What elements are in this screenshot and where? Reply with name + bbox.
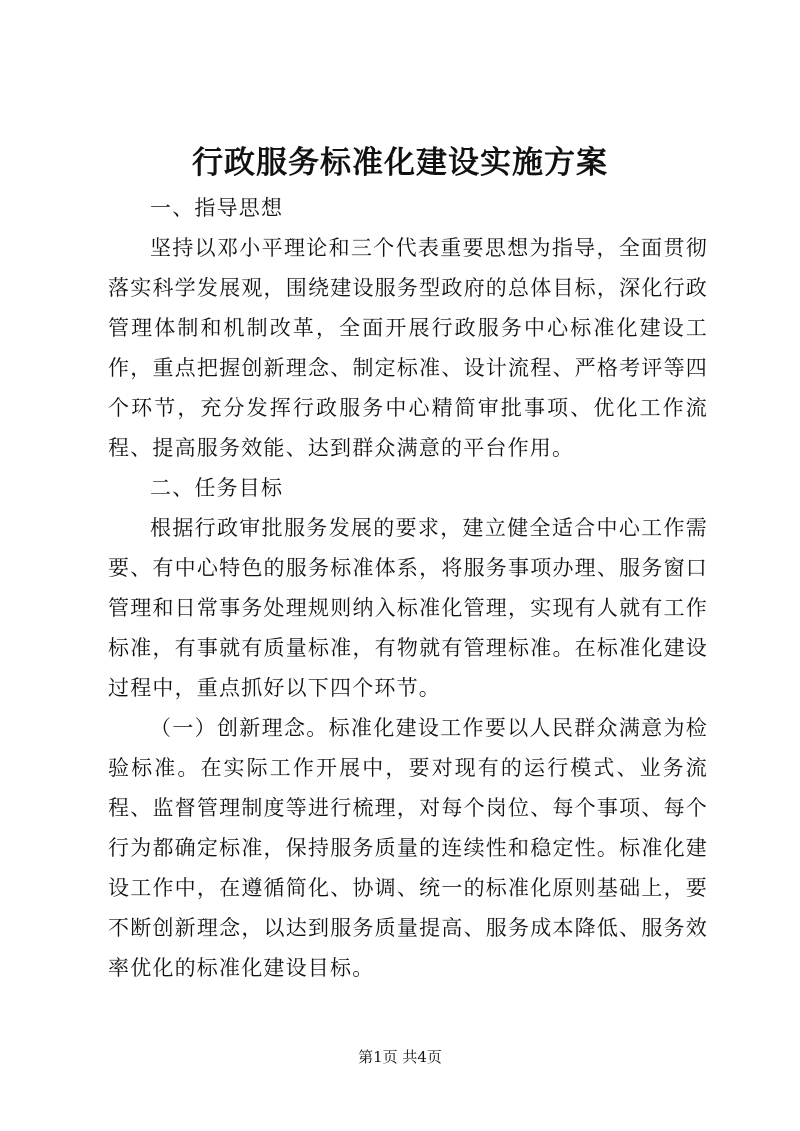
paragraph-innovation-concept: （一）创新理念。标准化建设工作要以人民群众满意为检验标准。在实际工作开展中，要对现有的运行模式、业务流程、监督管理制度等进行梳理，对每个岗位、每个事项、每个行为都确定标准，保持服务质量的连续性和稳定性。标准化建设工作中，在遵循简化、协调、统一的标准化原则基础上，要不断创新理念，以达到服务质量提高、服务成本降低、服务效率优化的标准化建设目标。 bbox=[108, 716, 708, 980]
section-heading-guiding-ideology: 一、指导思想 bbox=[150, 196, 284, 220]
document-title: 行政服务标准化建设实施方案 bbox=[192, 145, 608, 181]
paragraph-guiding-ideology: 坚持以邓小平理论和三个代表重要思想为指导，全面贯彻落实科学发展观，围绕建设服务型政府的总体目标，深化行政管理体制和机制改革，全面开展行政服务中心标准化建设工作，重点把握创新理念、制定标准、设计流程、严格考评等四个环节，充分发挥行政服务中心精简审批事项、优化工作流程、提高服务效能、达到群众满意的平台作用。 bbox=[108, 236, 708, 460]
paragraph-task-goals: 根据行政审批服务发展的要求，建立健全适合中心工作需要、有中心特色的服务标准体系，将服务事项办理、服务窗口管理和日常事务处理规则纳入标准化管理，实现有人就有工作标准，有事就有质量标准，有物就有管理标准。在标准化建设过程中，重点抓好以下四个环节。 bbox=[108, 516, 708, 700]
section-heading-task-goals: 二、任务目标 bbox=[150, 476, 284, 500]
document-body bbox=[108, 188, 708, 988]
page-footer: 第1页 共4页 bbox=[358, 1048, 442, 1066]
